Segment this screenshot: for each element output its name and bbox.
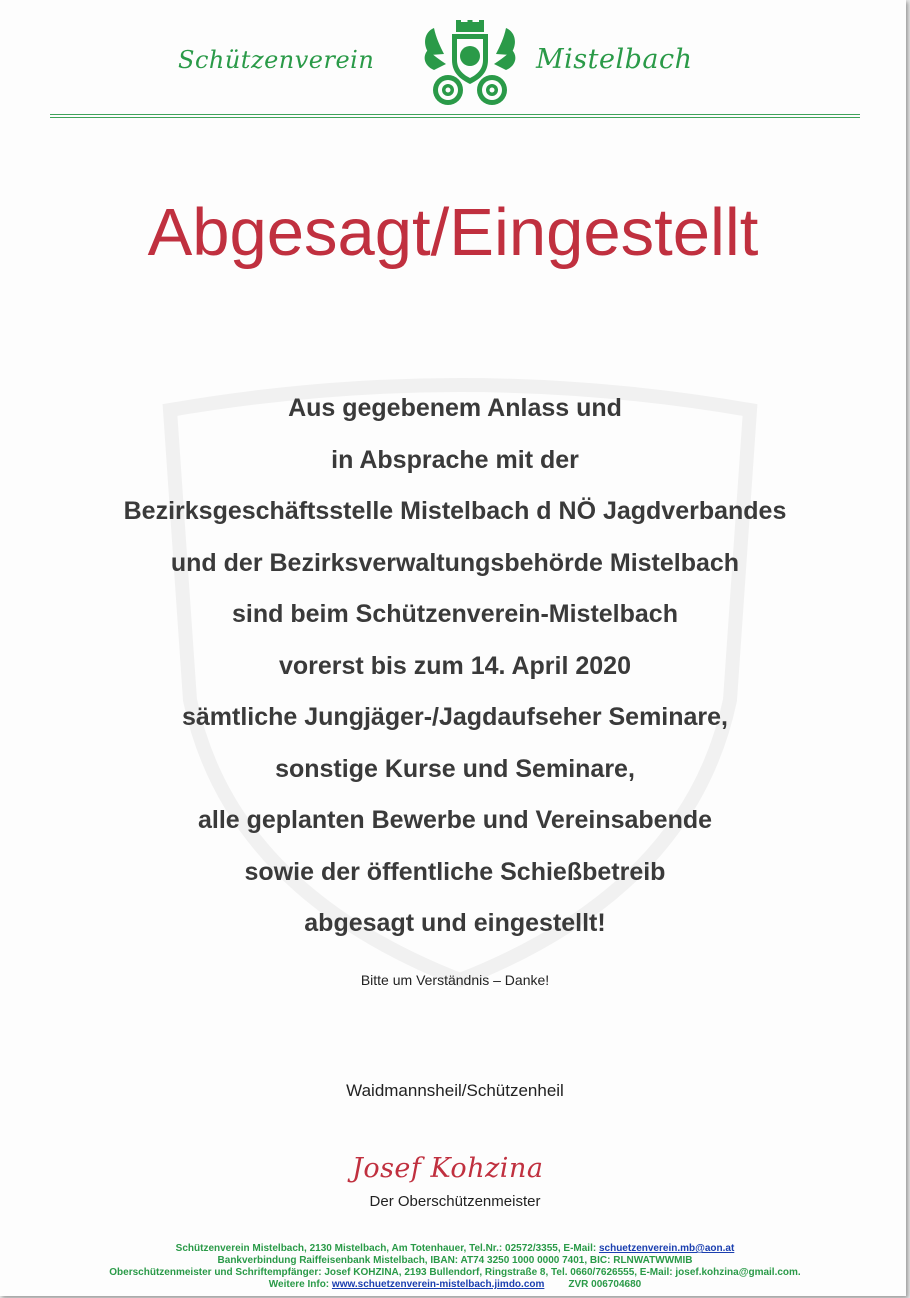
body-line: sämtliche Jungjäger-/Jagdaufseher Seminare, (181, 703, 729, 731)
header-divider-second (50, 117, 860, 118)
body-line: vorerst bis zum 14. April 2020 (278, 651, 631, 680)
footer-contact (0, 1243, 906, 1291)
club-name-right: Mistelbach (536, 44, 693, 75)
footer-line-bank: Bankverbindung Raiffeisenbank Mistelbach, IBAN: AT74 3250 1000 0000 7401, BIC: RLNWATWWMIB (217, 1255, 693, 1266)
main-title: Abgesagt/Eingestellt (147, 195, 759, 270)
body-line: sind beim Schützenverein-Mistelbach (232, 600, 678, 628)
body-line: Aus gegebenem Anlass und (288, 394, 622, 422)
body-line: in Absprache mit der (331, 445, 579, 474)
header-divider (50, 114, 860, 115)
body-line: sonstige Kurse und Seminare, (275, 754, 635, 783)
footer-line-info (0, 1279, 906, 1291)
club-crest-icon (420, 20, 520, 110)
footer-website-link[interactable]: www.schuetzenverein-mistelbach.jimdo.com (331, 1279, 545, 1290)
signature: Josef Kohzina (352, 1153, 544, 1184)
body-line: alle geplanten Bewerbe und Vereinsabende (197, 806, 713, 834)
footer-line-contact: Oberschützenmeister und Schriftempfänger: Josef KOHZINA, 2193 Bullendorf, Ringstraße 8, Tel. 0660/7626555, E-Mail: josef.kohzina@gmail.com. (109, 1267, 801, 1278)
thanks-note: Bitte um Verständnis – Danke! (360, 972, 550, 988)
footer-info-label: Weitere Info: (268, 1279, 332, 1290)
body-line: sowie der öffentliche Schießbetreib (244, 857, 666, 886)
body-line: abgesagt und eingestellt! (304, 909, 606, 937)
footer-address-text: Schützenverein Mistelbach, 2130 Mistelbach, Am Totenhauer, Tel.Nr.: 02572/3355, E-Mail: (175, 1243, 599, 1254)
body-line: Bezirksgeschäftsstelle Mistelbach d NÖ Jagdverbandes (123, 497, 787, 525)
announcement-body (0, 383, 906, 950)
body-line: und der Bezirksverwaltungsbehörde Mistelbach (170, 548, 740, 577)
club-name-left: Schützenverein (178, 46, 375, 74)
closing-greeting: Waidmannsheil/Schützenheil (346, 1081, 564, 1100)
footer-zvr: ZVR 006704680 (568, 1279, 642, 1290)
footer-line-address (0, 1243, 906, 1255)
footer-email-link[interactable]: schuetzenverein.mb@aon.at (598, 1243, 735, 1254)
signer-role: Der Oberschützenmeister (369, 1193, 541, 1210)
